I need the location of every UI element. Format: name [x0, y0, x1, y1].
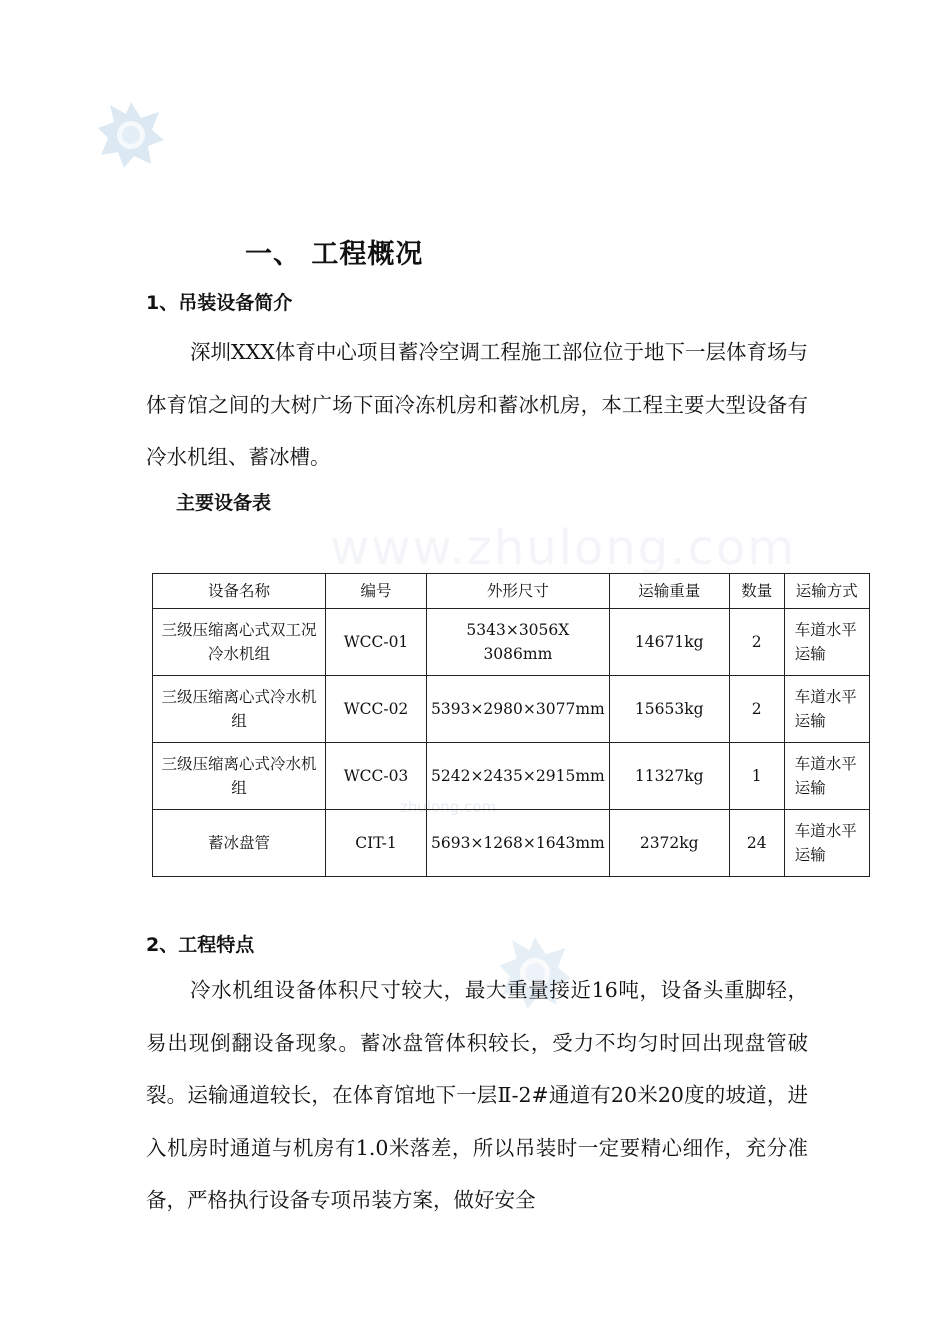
chapter-heading: 一、 工程概况: [245, 239, 424, 270]
table-cell: 2372kg: [609, 810, 729, 877]
table-cell: WCC-01: [326, 609, 427, 676]
equipment-table: [152, 573, 870, 877]
table-cell: 车道水平运输: [784, 676, 869, 743]
table-header-row: [153, 574, 870, 609]
section-paragraph-1: 深圳XXX体育中心项目蓄冷空调工程施工部位位于地下一层体育场与体育馆之间的大树广场下面冷冻机房和蓄冰机房，本工程主要大型设备有冷水机组、蓄冰槽。: [146, 340, 808, 469]
table-cell: 5693×1268×1643mm: [427, 810, 610, 877]
table-row: [153, 676, 870, 743]
table-row: [153, 810, 870, 877]
table-cell: 车道水平运输: [784, 743, 869, 810]
table-cell: 5393×2980×3077mm: [427, 676, 610, 743]
table-cell: 5343×3056X 3086mm: [427, 609, 610, 676]
table-header-cell: 数量: [729, 574, 784, 609]
table-cell: 车道水平运输: [784, 810, 869, 877]
table-cell: CIT-1: [326, 810, 427, 877]
table-cell: 2: [729, 676, 784, 743]
table-cell: 车道水平运输: [784, 609, 869, 676]
table-header-cell: 运输重量: [609, 574, 729, 609]
section-title-2: 2、工程特点: [146, 934, 255, 956]
table-row: [153, 743, 870, 810]
table-header-cell: 外形尺寸: [427, 574, 610, 609]
watermark: www.zhulong.com: [330, 520, 797, 576]
table-cell: 11327kg: [609, 743, 729, 810]
section-paragraph-2: 冷水机组设备体积尺寸较大，最大重量接近16吨，设备头重脚轻，易出现倒翻设备现象。蓄冰盘管体积较长，受力不均匀时回出现盘管破裂。运输通道较长，在体育馆地下一层Ⅱ-2#通道有20米20度的坡道，进入机房时通道与机房有1.0米落差，所以吊装时一定要精心细作，充分准备，严格执行设备专项吊装方案，做好安全: [146, 978, 808, 1212]
table-cell: 三级压缩离心式冷水机组: [153, 676, 326, 743]
table-cell: WCC-02: [326, 676, 427, 743]
table-cell: 14671kg: [609, 609, 729, 676]
table-header-cell: 运输方式: [784, 574, 869, 609]
watermark-small: zhulong.com: [400, 798, 497, 816]
table-cell: 1: [729, 743, 784, 810]
table-cell: 5242×2435×2915mm: [427, 743, 610, 810]
snowflake-logo-icon: [96, 100, 166, 170]
section-title-1: 1、吊装设备简介: [146, 292, 293, 314]
table-cell: 三级压缩离心式双工况冷水机组: [153, 609, 326, 676]
table-cell: 2: [729, 609, 784, 676]
table-cell: 24: [729, 810, 784, 877]
table-cell: 蓄冰盘管: [153, 810, 326, 877]
table-row: [153, 609, 870, 676]
table-cell: 15653kg: [609, 676, 729, 743]
table-caption: 主要设备表: [176, 492, 272, 514]
table-cell: WCC-03: [326, 743, 427, 810]
table-header-cell: 编号: [326, 574, 427, 609]
table-cell: 三级压缩离心式冷水机组: [153, 743, 326, 810]
table-header-cell: 设备名称: [153, 574, 326, 609]
